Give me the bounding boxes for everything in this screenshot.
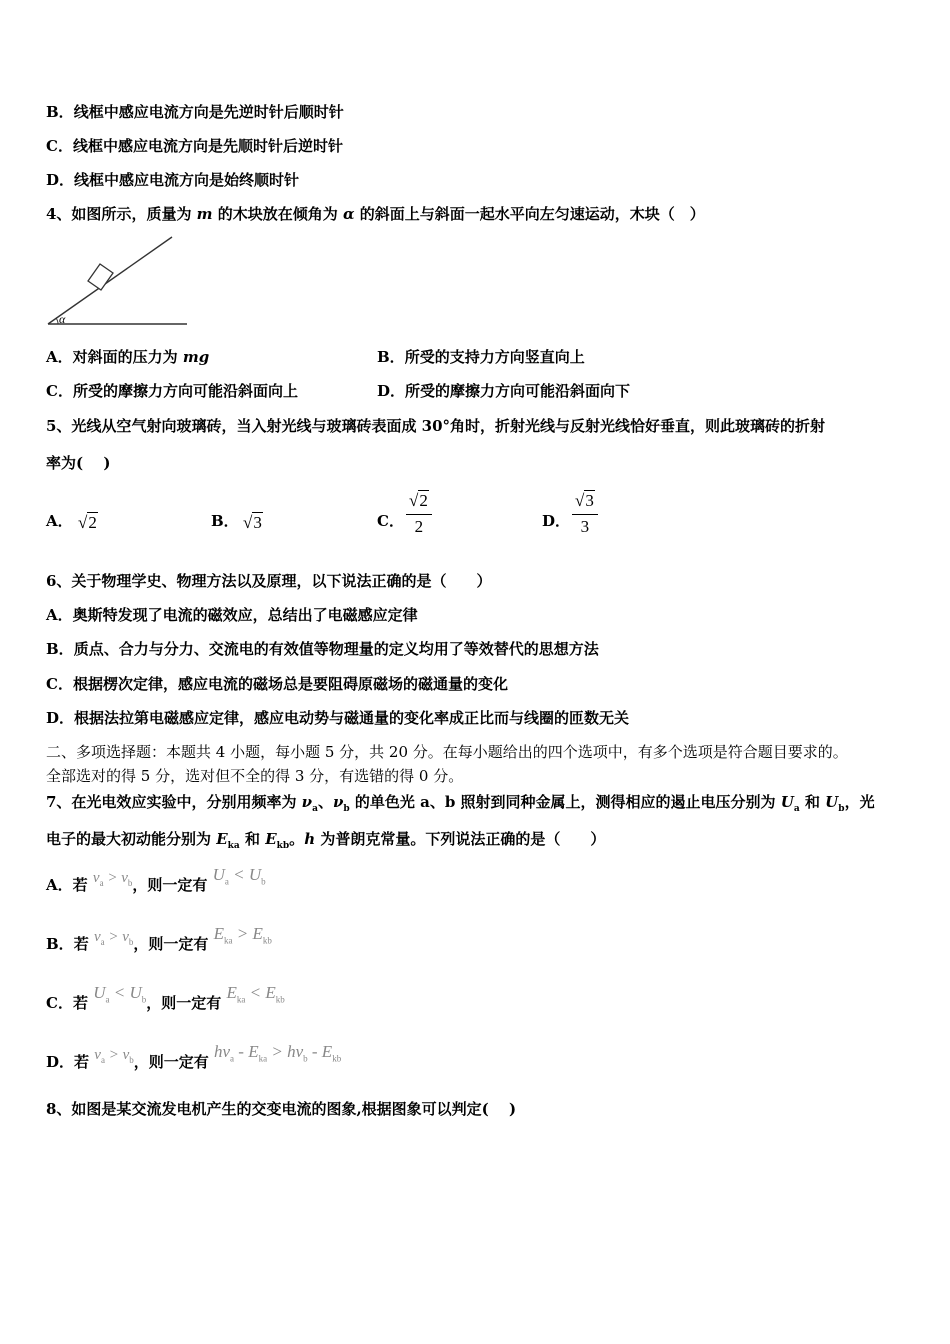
q5-a-math: √2	[78, 513, 97, 532]
q7-option-d: D．若 $\nu_a > \nu_b$，则一定有 $h\nu_a - E_{ka} > h\nu_b - E_{kb}$	[46, 1042, 342, 1071]
q4-option-a: A．对斜面的压力为 mg	[46, 348, 210, 366]
q3-option-d: D．线框中感应电流方向是始终顺时针	[46, 171, 300, 189]
q4-option-b: B．所受的支持力方向竖直向上	[377, 348, 585, 366]
incline-figure	[44, 232, 194, 332]
q4-option-c: C．所受的摩擦力方向可能沿斜面向上	[46, 382, 298, 400]
q5-stem-line2: 率为( )	[46, 454, 111, 472]
q3-option-c: C．线框中感应电流方向是先顺时针后逆时针	[46, 137, 343, 155]
q5-c-math: $\frac{√2}{2}$	[406, 487, 432, 539]
q7-d-result: $h\nu_a - E_{ka} > h\nu_b - E_{kb}$	[213, 1042, 342, 1064]
section2-heading-line1: 二、多项选择题：本题共 4 小题，每小题 5 分，共 20 分。在每小题给出的四个选项中，有多个选项是符合题目要求的。	[46, 743, 848, 761]
q5-stem-line1: 5、光线从空气射向玻璃砖，当入射光线与玻璃砖表面成 30°角时，折射光线与反射光线恰好垂直，则此玻璃砖的折射	[46, 417, 826, 435]
q7-option-b: B．若 $\nu_a > \nu_b$，则一定有 $E_{ka} > E_{kb}$	[46, 924, 272, 953]
section2-heading-line2: 全部选对的得 5 分，选对但不全的得 3 分，有选错的得 0 分。	[46, 767, 464, 785]
q7-option-a: A．若 $\nu_a > \nu_b$，则一定有 $U_a < U_b$	[46, 865, 266, 894]
q5-option-a: A．	[46, 512, 73, 530]
q7-option-c: C．若 $U_a < U_b$，则一定有 $E_{ka} < E_{kb}$	[46, 983, 285, 1012]
q6-option-d: D．根据法拉第电磁感应定律，感应电动势与磁通量的变化率成正比而与线圈的匝数无关	[46, 709, 630, 727]
q6-option-c: C．根据楞次定律，感应电流的磁场总是要阻碍原磁场的磁通量的变化	[46, 675, 508, 693]
q7-b-condition: $\nu_a > \nu_b$	[93, 929, 134, 947]
q5-b-math: √3	[243, 513, 262, 532]
angle-label: α	[59, 312, 66, 326]
q5-option-c: C．	[377, 512, 404, 530]
q4-stem: 4、如图所示，质量为 m 的木块放在倾角为 α 的斜面上与斜面一起水平向左匀速运动，木块（ ）	[46, 205, 705, 223]
q6-option-b: B．质点、合力与分力、交流电的有效值等物理量的定义均用了等效替代的思想方法	[46, 640, 599, 658]
q7-d-condition: $\nu_a > \nu_b$	[94, 1047, 134, 1065]
q5-option-d: D．	[542, 512, 571, 530]
q6-stem: 6、关于物理学史、物理方法以及原理，以下说法正确的是（ ）	[46, 572, 492, 590]
q7-stem-line1: 7、在光电效应实验中，分别用频率为 $\nu_a$、$\nu_b$ 的单色光 a、b 照射到同种金属上，测得相应的遏止电压分别为 $U_a$ 和 $U_b$，光	[46, 793, 875, 814]
q7-b-result: $E_{ka} > E_{kb}$	[213, 924, 272, 946]
q7-c-condition: $U_a < U_b$	[93, 983, 147, 1005]
q4-option-d: D．所受的摩擦力方向可能沿斜面向下	[377, 382, 631, 400]
q5-option-b: B．	[211, 512, 239, 530]
q7-a-result: $U_a < U_b$	[212, 865, 266, 887]
q7-stem-line2: 电子的最大初动能分别为 $E_{ka}$ 和 $E_{kb}$。h 为普朗克常量。下列说法正确的是（ ）	[46, 830, 606, 851]
q7-a-condition: $\nu_a > \nu_b$	[92, 870, 133, 888]
q5-d-math: $\frac{√3}{3}$	[572, 487, 598, 539]
q7-c-result: $E_{ka} < E_{kb}$	[226, 983, 285, 1005]
q6-option-a: A．奥斯特发现了电流的磁效应，总结出了电磁感应定律	[46, 606, 418, 624]
q8-stem: 8、如图是某交流发电机产生的交变电流的图象,根据图象可以判定( )	[46, 1100, 517, 1118]
q3-option-b: B．线框中感应电流方向是先逆时针后顺时针	[46, 103, 344, 121]
